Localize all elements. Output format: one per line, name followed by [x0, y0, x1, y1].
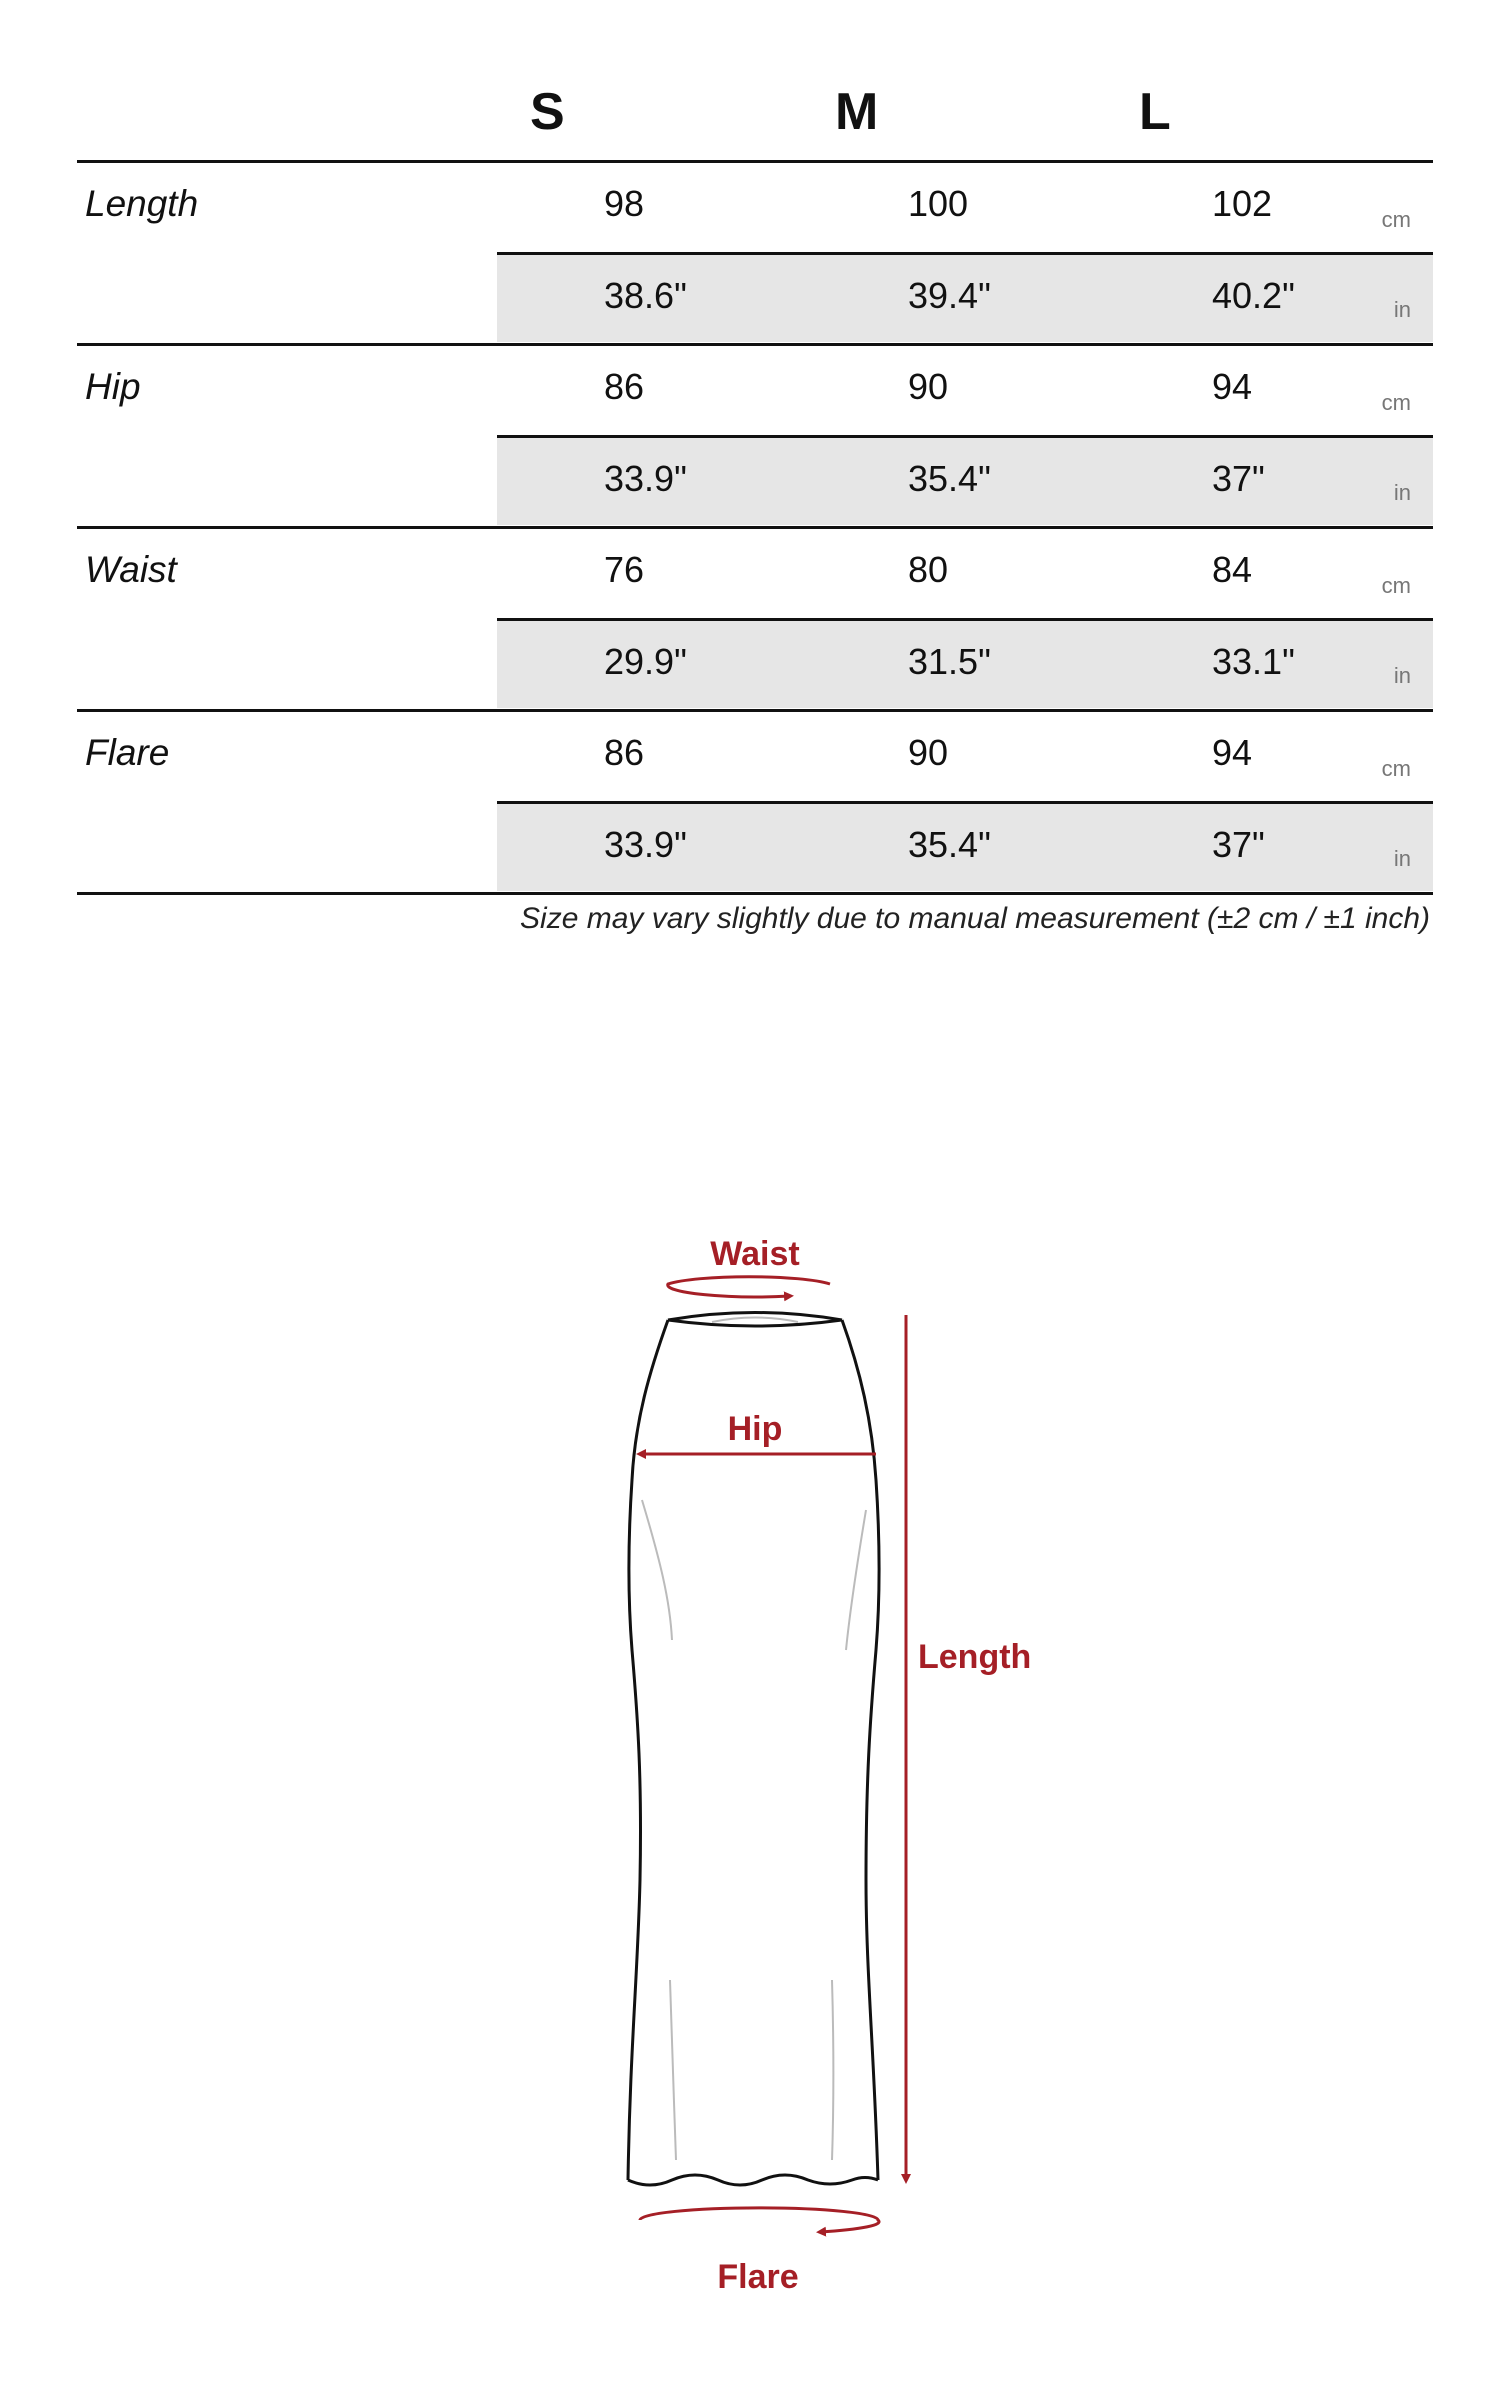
hip-label: Hip [85, 366, 141, 407]
length-group [77, 163, 1433, 346]
size-m-header: M [835, 83, 879, 141]
unit-in: in [1393, 663, 1411, 688]
unit-cm: cm [1381, 756, 1411, 781]
flare-arrow [640, 2208, 879, 2232]
waist-cm-m: 80 [908, 549, 949, 590]
hip-cm-m: 90 [908, 366, 949, 407]
flare-in-s: 33.9" [604, 824, 687, 865]
waist-cm-s: 76 [604, 549, 645, 590]
hip-cm-l: 94 [1212, 366, 1253, 407]
flare-cm-l: 94 [1212, 732, 1253, 773]
unit-cm: cm [1381, 207, 1411, 232]
flare-cm-row [497, 712, 1433, 801]
hip-in-l: 37" [1212, 458, 1265, 499]
waist-in-m: 31.5" [908, 641, 991, 682]
unit-cm: cm [1381, 390, 1411, 415]
waist-in-s: 29.9" [604, 641, 687, 682]
size-l-header: L [1139, 83, 1171, 141]
flare-in-l: 37" [1212, 824, 1265, 865]
hip-in-s: 33.9" [604, 458, 687, 499]
waist-group [77, 529, 1433, 712]
waist-cm-row [497, 529, 1433, 618]
length-cm-s: 98 [604, 183, 645, 224]
hip-in-row [497, 435, 1433, 525]
length-cm-m: 100 [908, 183, 969, 224]
length-in-row [497, 252, 1433, 342]
length-cm-l: 102 [1212, 183, 1273, 224]
flare-group [77, 712, 1433, 895]
waist-diagram-label: Waist [710, 1235, 800, 1273]
measurement-note: Size may vary slightly due to manual measurement (±2 cm / ±1 inch) [520, 902, 1430, 935]
hip-cm-s: 86 [604, 366, 645, 407]
waist-in-row [497, 618, 1433, 708]
flare-in-m: 35.4" [908, 824, 991, 865]
length-in-l: 40.2" [1212, 275, 1295, 316]
hip-diagram-label: Hip [727, 1410, 783, 1448]
size-chart-table [77, 70, 1433, 895]
waist-in-l: 33.1" [1212, 641, 1295, 682]
unit-in: in [1393, 846, 1411, 871]
size-s-header: S [530, 83, 565, 141]
length-diagram-label: Length [918, 1638, 1032, 1676]
length-cm-row [497, 163, 1433, 252]
unit-cm: cm [1381, 573, 1411, 598]
hip-cm-row [497, 346, 1433, 435]
length-in-s: 38.6" [604, 275, 687, 316]
flare-diagram-label: Flare [717, 2258, 799, 2296]
waist-arrow [668, 1277, 830, 1297]
flare-label: Flare [85, 732, 170, 773]
flare-in-row [497, 801, 1433, 891]
hip-group [77, 346, 1433, 529]
waist-cm-l: 84 [1212, 549, 1253, 590]
length-label: Length [85, 183, 199, 224]
waist-label: Waist [85, 549, 177, 590]
length-in-m: 39.4" [908, 275, 991, 316]
flare-cm-s: 86 [604, 732, 645, 773]
hip-in-m: 35.4" [908, 458, 991, 499]
unit-in: in [1393, 480, 1411, 505]
unit-in: in [1393, 297, 1411, 322]
size-header-row [77, 70, 1433, 163]
flare-cm-m: 90 [908, 732, 949, 773]
skirt-measurement-diagram [0, 1180, 1500, 2296]
